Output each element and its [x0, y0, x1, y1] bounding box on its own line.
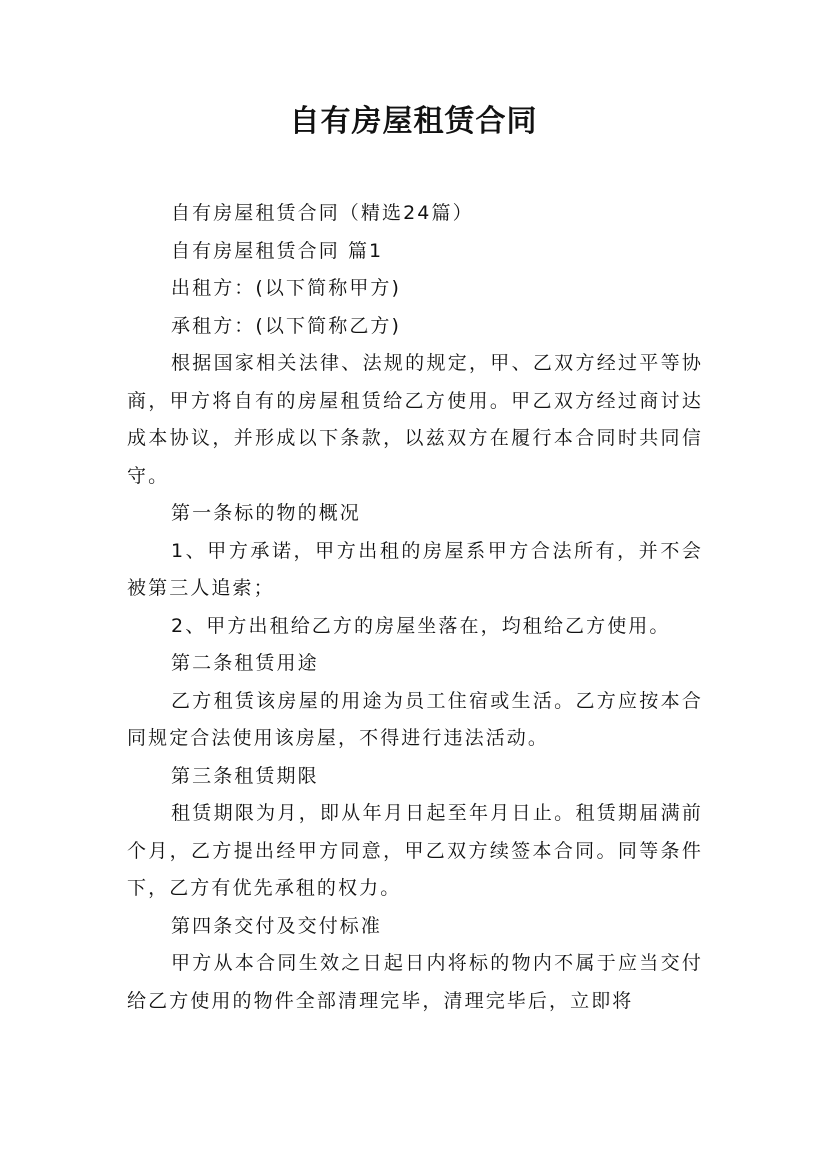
document-body [127, 195, 703, 1020]
paragraph-lessee: 承租方：(以下简称乙方) [171, 314, 402, 337]
paragraph-clause-4-body: 甲方从本合同生效之日起日内将标的物内不属于应当交付给乙方使用的物件全部清理完毕，清理完毕后，立即将 [127, 952, 703, 1012]
paragraph-clause-1-item-1: 1、甲方承诺，甲方出租的房屋系甲方合法所有，并不会被第三人追索； [127, 539, 703, 599]
paragraph-collection-title: 自有房屋租赁合同（精选24篇） [171, 202, 474, 224]
paragraph-clause-2-body: 乙方租赁该房屋的用途为员工住宿或生活。乙方应按本合同规定合法使用该房屋，不得进行违法活动。 [127, 689, 703, 749]
paragraph-clause-4-heading: 第四条交付及交付标准 [171, 914, 383, 937]
paragraph-clause-2-heading: 第二条租赁用途 [171, 652, 319, 674]
paragraph-clause-1-heading: 第一条标的物的概况 [171, 502, 361, 524]
document-title: 自有房屋租赁合同 [289, 104, 538, 139]
paragraph-clause-3-heading: 第三条租赁期限 [171, 764, 319, 787]
paragraph-preamble: 根据国家相关法律、法规的规定，甲、乙双方经过平等协商，甲方将自有的房屋租赁给乙方使用。甲乙双方经过商讨达成本协议，并形成以下条款，以兹双方在履行本合同时共同信守。 [127, 352, 703, 487]
paragraph-article-heading: 自有房屋租赁合同 篇1 [171, 239, 384, 262]
paragraph-clause-3-body: 租赁期限为月，即从年月日起至年月日止。租赁期届满前个月，乙方提出经甲方同意，甲乙双方续签本合同。同等条件下，乙方有优先承租的权力。 [127, 802, 703, 899]
paragraph-clause-1-item-2: 2、甲方出租给乙方的房屋坐落在，均租给乙方使用。 [171, 614, 671, 637]
paragraph-lessor: 出租方：(以下简称甲方) [171, 277, 402, 299]
